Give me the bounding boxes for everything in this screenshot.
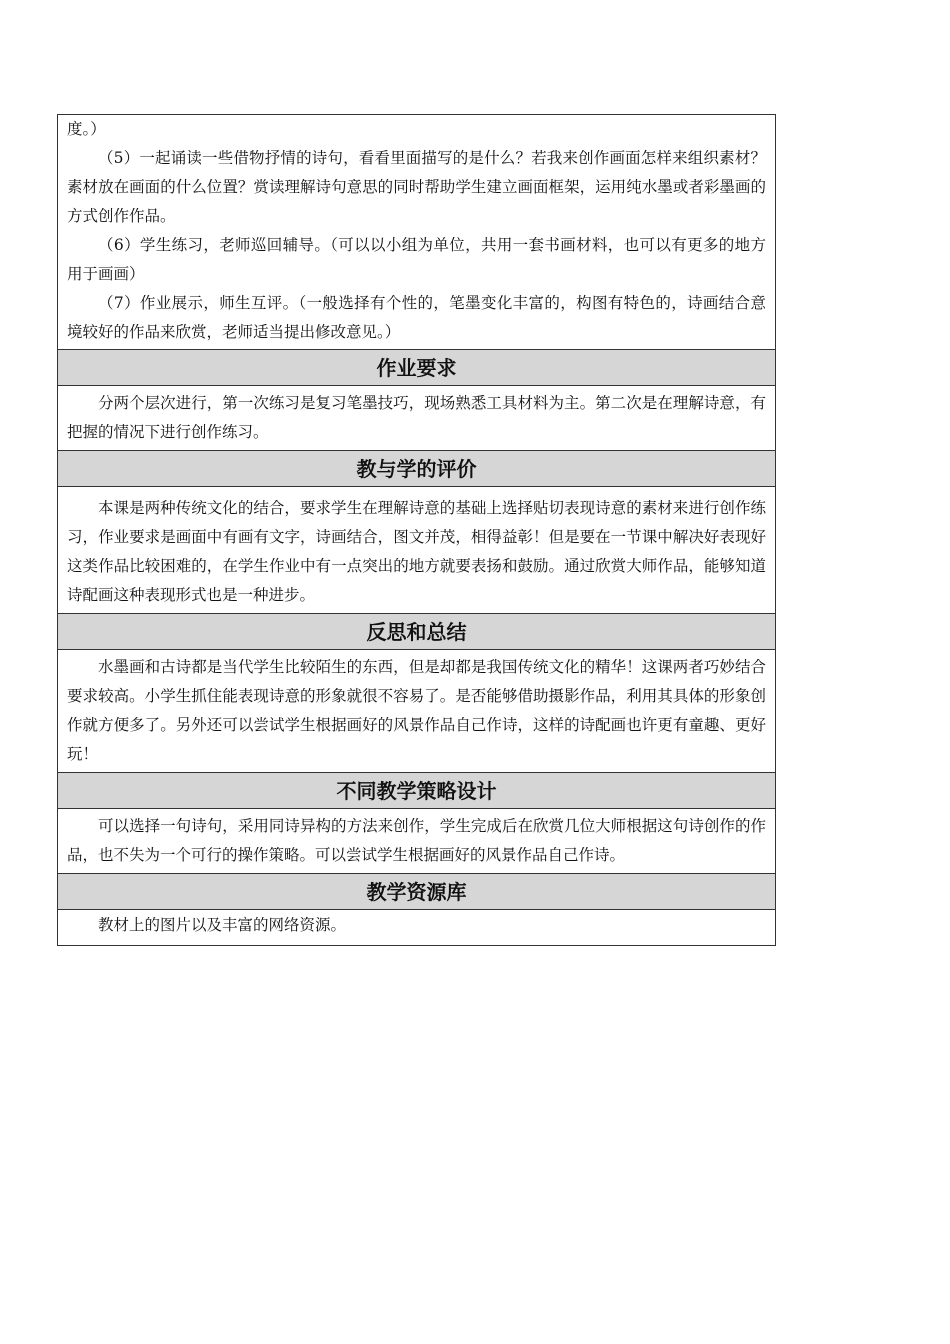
reflection-text: 水墨画和古诗都是当代学生比较陌生的东西，但是却都是我国传统文化的精华！这课两者巧妙结合要求较高。小学生抓住能表现诗意的形象就很不容易了。是否能够借助摄影作品，利用其具体的形象创作就方便多了。另外还可以尝试学生根据画好的风景作品自己作诗，这样的诗配画也许更有童趣、更好玩！ <box>67 658 766 763</box>
procedure-paragraph: （7）作业展示，师生互评。（一般选择有个性的，笔墨变化丰富的，构图有特色的，诗画结合意境较好的作品来欣赏，老师适当提出修改意见。） <box>67 294 766 341</box>
reflection-header: 反思和总结 <box>58 614 775 650</box>
homework-text: 分两个层次进行，第一次练习是复习笔墨技巧，现场熟悉工具材料为主。第二次是在理解诗意，有把握的情况下进行创作练习。 <box>67 394 766 441</box>
evaluation-text: 本课是两种传统文化的结合，要求学生在理解诗意的基础上选择贴切表现诗意的素材来进行创作练习，作业要求是画面中有画有文字，诗画结合，图文并茂，相得益彰！但是要在一节课中解决好表现好这类作品比较困难的，在学生作业中有一点突出的地方就要表扬和鼓励。通过欣赏大师作品，能够知道诗配画这种表现形式也是一种进步。 <box>67 499 766 604</box>
evaluation-cell <box>58 487 775 614</box>
resources-cell <box>58 910 775 945</box>
reflection-cell <box>58 650 775 773</box>
resources-header: 教学资源库 <box>58 874 775 910</box>
strategy-text: 可以选择一句诗句，采用同诗异构的方法来创作，学生完成后在欣赏几位大师根据这句诗创作的作品，也不失为一个可行的操作策略。可以尝试学生根据画好的风景作品自己作诗。 <box>67 817 766 864</box>
resources-text: 教材上的图片以及丰富的网络资源。 <box>98 916 347 934</box>
homework-header: 作业要求 <box>58 350 775 386</box>
strategy-header: 不同教学策略设计 <box>58 773 775 809</box>
evaluation-header: 教与学的评价 <box>58 451 775 487</box>
strategy-cell <box>58 809 775 874</box>
homework-cell <box>58 386 775 451</box>
procedure-continuation-cell <box>58 115 775 350</box>
procedure-paragraph: 度。） <box>67 120 106 138</box>
procedure-paragraph: （6）学生练习，老师巡回辅导。（可以以小组为单位，共用一套书画材料，也可以有更多的地方用于画画） <box>67 236 766 283</box>
lesson-plan-table <box>57 114 776 946</box>
procedure-paragraph: （5）一起诵读一些借物抒情的诗句，看看里面描写的是什么？若我来创作画面怎样来组织素材？素材放在画面的什么位置？赏读理解诗句意思的同时帮助学生建立画面框架，运用纯水墨或者彩墨画的方式创作作品。 <box>67 149 766 225</box>
